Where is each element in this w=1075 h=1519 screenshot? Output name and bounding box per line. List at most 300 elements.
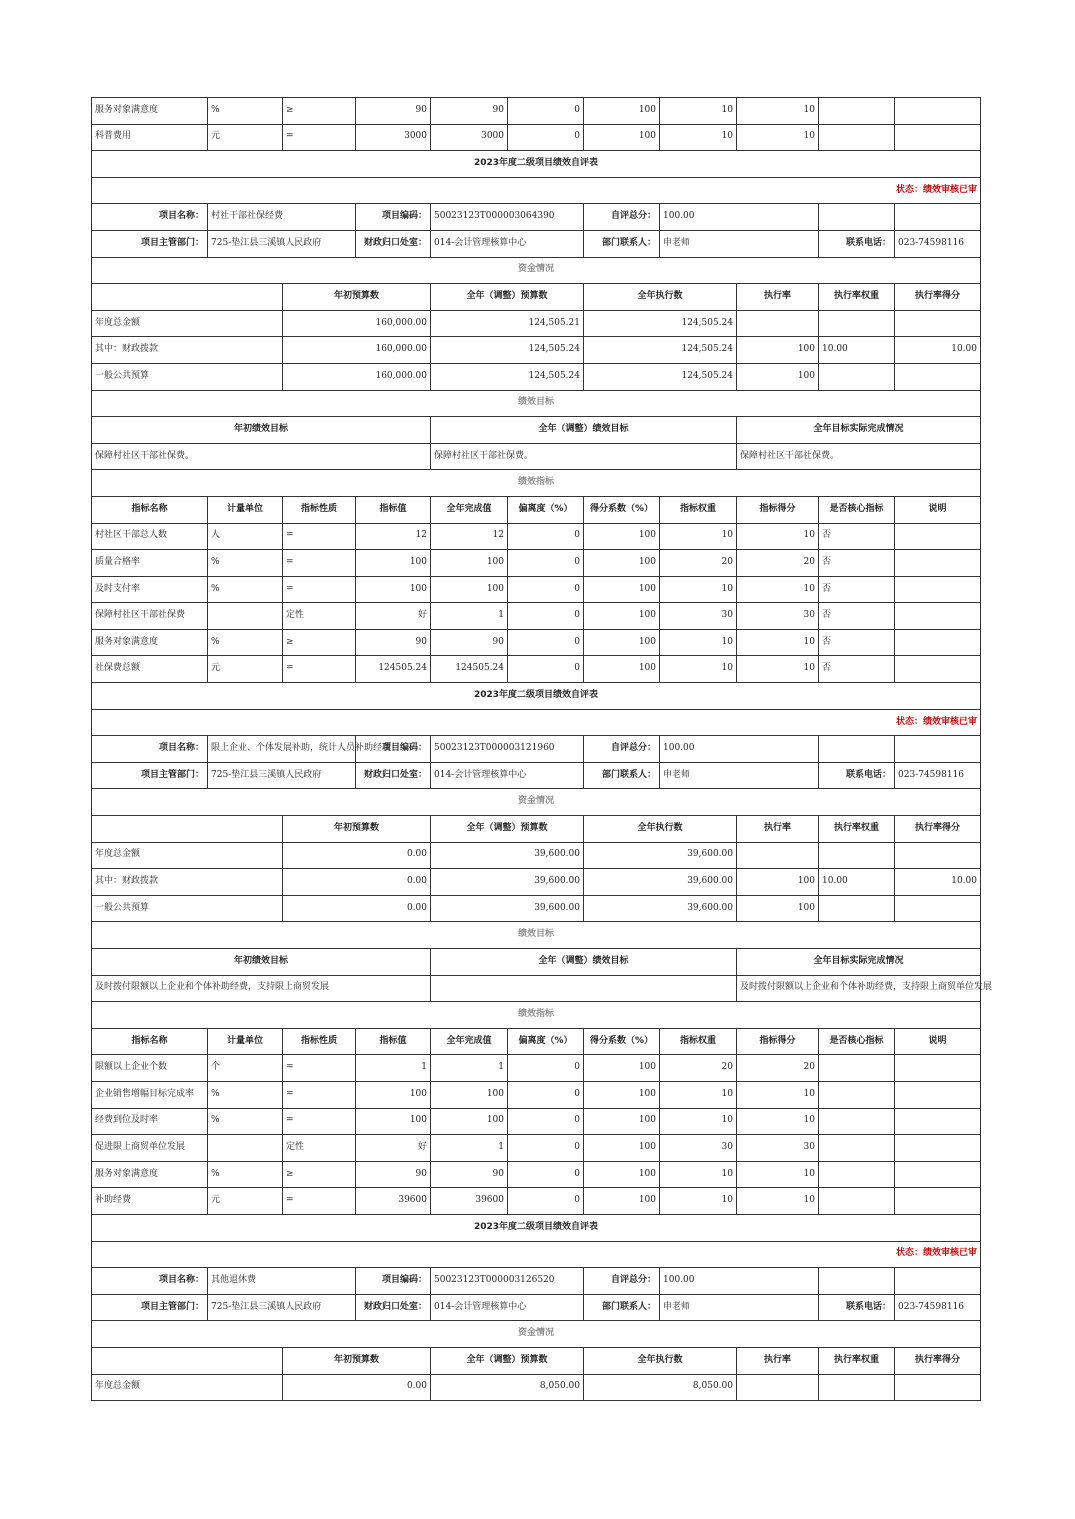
- indicator-value: 元: [208, 124, 283, 151]
- goals-header-row: [92, 949, 981, 976]
- indicator-header: 是否核心指标: [819, 1028, 895, 1055]
- indicator-value: 90: [356, 629, 431, 656]
- indicator-value: 100: [584, 1161, 660, 1188]
- funds-value: [819, 1374, 895, 1401]
- indicator-value: 10: [660, 1161, 737, 1188]
- phone-value: 023-74598116: [895, 1294, 981, 1321]
- project-name-label: 项目名称：: [92, 1268, 208, 1295]
- project-info-row: [92, 1268, 981, 1295]
- goal-text: 保障村社区干部社保费。: [92, 443, 431, 470]
- indicator-value: =: [283, 1188, 356, 1215]
- indicator-header: 全年完成值: [431, 1028, 508, 1055]
- indicator-value: =: [283, 550, 356, 577]
- indicator-value: 20: [737, 1055, 819, 1082]
- indicator-value: 10: [660, 1188, 737, 1215]
- indicator-name: 限额以上企业个数: [92, 1055, 208, 1082]
- indicators-header-row: [92, 1028, 981, 1055]
- indicator-name: 村社区干部总人数: [92, 523, 208, 550]
- indicator-value: 100: [584, 1081, 660, 1108]
- indicator-row: [92, 1135, 981, 1162]
- indicator-value: [895, 1081, 981, 1108]
- indicator-header: 偏离度（%）: [508, 496, 584, 523]
- indicator-value: 3000: [431, 124, 508, 151]
- funds-value: 100: [737, 337, 819, 364]
- contact-value: 申老师: [660, 1294, 819, 1321]
- funds-value: 8,050.00: [584, 1374, 737, 1401]
- section-title: 2023年度二级项目绩效自评表: [92, 1214, 981, 1241]
- indicator-value: 0: [508, 629, 584, 656]
- indicator-value: 0: [508, 576, 584, 603]
- funds-section-title: 资金情况: [92, 789, 981, 816]
- indicator-value: 100: [584, 576, 660, 603]
- indicator-value: 124505.24: [356, 656, 431, 683]
- indicator-value: 100: [356, 550, 431, 577]
- department-row: [92, 762, 981, 789]
- funds-header: 全年执行数: [584, 284, 737, 311]
- project-code-label: 项目编码：: [356, 1268, 431, 1295]
- indicator-value: [895, 629, 981, 656]
- indicator-name: 科普费用: [92, 124, 208, 151]
- goals-header: 全年（调整）绩效目标: [431, 949, 737, 976]
- funds-row: [92, 1374, 981, 1401]
- funds-value: 39,600.00: [584, 869, 737, 896]
- funds-value: 10.00: [819, 869, 895, 896]
- indicator-value: 30: [660, 1135, 737, 1162]
- goal-text: 保障村社区干部社保费。: [431, 443, 737, 470]
- indicator-value: [895, 576, 981, 603]
- indicator-value: 1: [356, 1055, 431, 1082]
- empty-cell: [92, 1347, 283, 1374]
- contact-label: 部门联系人：: [584, 762, 660, 789]
- funds-value: 124,505.24: [584, 310, 737, 337]
- funds-title-row: [92, 1321, 981, 1348]
- indicator-header: 偏离度（%）: [508, 1028, 584, 1055]
- department-label: 项目主管部门：: [92, 230, 208, 257]
- indicator-value: 124505.24: [431, 656, 508, 683]
- indicator-name: 质量合格率: [92, 550, 208, 577]
- indicator-value: 100: [584, 1135, 660, 1162]
- indicator-value: 100: [584, 629, 660, 656]
- indicator-name: 经费到位及时率: [92, 1108, 208, 1135]
- indicator-row: [92, 523, 981, 550]
- funds-value: [737, 310, 819, 337]
- finance-office-value: 014-会计管理核算中心: [431, 230, 584, 257]
- goals-section-title: 绩效目标: [92, 922, 981, 949]
- indicator-value: =: [283, 124, 356, 151]
- indicator-value: [895, 1108, 981, 1135]
- indicator-value: 20: [737, 550, 819, 577]
- indicator-value: 好: [356, 1135, 431, 1162]
- indicators-section-title: 绩效指标: [92, 470, 981, 497]
- self-score-label: 自评总分：: [584, 204, 660, 231]
- status-row: [92, 177, 981, 204]
- indicator-value: 10: [737, 1161, 819, 1188]
- indicators-section-title: 绩效指标: [92, 1002, 981, 1029]
- funds-value: 39,600.00: [431, 895, 584, 922]
- indicator-value: [895, 1188, 981, 1215]
- funds-header: 全年执行数: [584, 816, 737, 843]
- indicator-value: 10: [737, 1108, 819, 1135]
- indicator-value: 30: [737, 603, 819, 630]
- indicator-value: 90: [356, 1161, 431, 1188]
- section-title: 2023年度二级项目绩效自评表: [92, 683, 981, 710]
- goals-header: 年初绩效目标: [92, 949, 431, 976]
- funds-header: 年初预算数: [283, 816, 431, 843]
- funds-header: 年初预算数: [283, 1347, 431, 1374]
- indicator-value: 100: [584, 1188, 660, 1215]
- indicator-value: [819, 1108, 895, 1135]
- indicator-value: 0: [508, 1055, 584, 1082]
- finance-office-label: 财政归口处室：: [356, 762, 431, 789]
- indicator-value: %: [208, 550, 283, 577]
- indicator-value: 10: [660, 124, 737, 151]
- funds-header: 全年（调整）预算数: [431, 284, 584, 311]
- indicator-value: 100: [431, 576, 508, 603]
- funds-value: 10.00: [895, 337, 981, 364]
- indicator-header: 指标值: [356, 496, 431, 523]
- funds-header: 执行率: [737, 284, 819, 311]
- project-code-value: 50023123T000003126520: [431, 1268, 584, 1295]
- indicator-value: 10: [660, 1081, 737, 1108]
- funds-title-row: [92, 789, 981, 816]
- indicator-value: 0: [508, 550, 584, 577]
- indicator-value: [208, 603, 283, 630]
- funds-value: 0.00: [283, 869, 431, 896]
- indicator-row: [92, 98, 981, 125]
- indicator-value: [819, 1188, 895, 1215]
- indicator-value: 0: [508, 523, 584, 550]
- funds-value: [895, 363, 981, 390]
- project-code-label: 项目编码：: [356, 204, 431, 231]
- funds-value: [819, 895, 895, 922]
- indicators-title-row: [92, 470, 981, 497]
- contact-value: 申老师: [660, 762, 819, 789]
- indicator-value: 定性: [283, 603, 356, 630]
- indicator-name: 补助经费: [92, 1188, 208, 1215]
- indicator-row: [92, 1108, 981, 1135]
- indicator-value: 39600: [431, 1188, 508, 1215]
- funds-value: 39,600.00: [431, 842, 584, 869]
- indicator-value: ≥: [283, 98, 356, 125]
- indicator-value: 30: [737, 1135, 819, 1162]
- indicator-value: 20: [660, 1055, 737, 1082]
- indicator-value: 10: [737, 1188, 819, 1215]
- indicator-row: [92, 1055, 981, 1082]
- indicator-row: [92, 603, 981, 630]
- indicator-value: 0: [508, 98, 584, 125]
- indicator-value: [819, 98, 895, 125]
- funds-row: [92, 310, 981, 337]
- indicator-value: [895, 656, 981, 683]
- indicator-value: 10: [737, 629, 819, 656]
- funds-header-row: [92, 284, 981, 311]
- project-code-value: 50023123T000003064390: [431, 204, 584, 231]
- funds-header: 全年（调整）预算数: [431, 1347, 584, 1374]
- indicator-value: 0: [508, 1135, 584, 1162]
- funds-value: [895, 895, 981, 922]
- indicator-name: 服务对象满意度: [92, 98, 208, 125]
- finance-office-value: 014-会计管理核算中心: [431, 1294, 584, 1321]
- indicator-value: %: [208, 576, 283, 603]
- indicator-value: 10: [660, 629, 737, 656]
- funds-header: 执行率: [737, 1347, 819, 1374]
- funds-header: 执行率得分: [895, 816, 981, 843]
- indicator-header: 计量单位: [208, 496, 283, 523]
- goal-text: 及时拨付限额以上企业和个体补助经费，支持限上商贸发展: [92, 975, 431, 1002]
- phone-value: 023-74598116: [895, 762, 981, 789]
- indicator-value: 否: [819, 629, 895, 656]
- funds-header: 执行率得分: [895, 1347, 981, 1374]
- indicator-value: 100: [356, 576, 431, 603]
- indicator-header: 指标值: [356, 1028, 431, 1055]
- funds-value: 0.00: [283, 1374, 431, 1401]
- indicator-header: 指标性质: [283, 1028, 356, 1055]
- indicator-header: 指标权重: [660, 1028, 737, 1055]
- funds-row: [92, 337, 981, 364]
- indicator-value: [208, 1135, 283, 1162]
- indicator-value: 1: [431, 1055, 508, 1082]
- indicator-value: %: [208, 1161, 283, 1188]
- empty-cell: [895, 204, 981, 231]
- indicator-value: [895, 1055, 981, 1082]
- indicator-value: =: [283, 523, 356, 550]
- indicator-value: 元: [208, 656, 283, 683]
- indicator-value: 否: [819, 523, 895, 550]
- empty-cell: [895, 1268, 981, 1295]
- status-label: 状态：绩效审核已审: [92, 177, 981, 204]
- funds-value: 124,505.24: [431, 337, 584, 364]
- indicator-value: 100: [584, 656, 660, 683]
- indicator-value: 0: [508, 1108, 584, 1135]
- sheet-body: [92, 98, 993, 1401]
- indicator-name: 及时支付率: [92, 576, 208, 603]
- self-score-label: 自评总分：: [584, 736, 660, 763]
- indicator-value: 定性: [283, 1135, 356, 1162]
- indicator-header: 指标性质: [283, 496, 356, 523]
- funds-value: [819, 842, 895, 869]
- indicator-value: 90: [356, 98, 431, 125]
- goals-header-row: [92, 417, 981, 444]
- phone-label: 联系电话：: [819, 230, 895, 257]
- evaluation-sheet: [91, 97, 993, 1401]
- funds-header: 执行率得分: [895, 284, 981, 311]
- indicator-value: [895, 550, 981, 577]
- funds-value: 10.00: [895, 869, 981, 896]
- funds-row: [92, 842, 981, 869]
- indicator-value: %: [208, 1081, 283, 1108]
- funds-header: 全年（调整）预算数: [431, 816, 584, 843]
- funds-value: 100: [737, 363, 819, 390]
- indicator-row: [92, 1188, 981, 1215]
- project-name-label: 项目名称：: [92, 736, 208, 763]
- funds-value: 0.00: [283, 842, 431, 869]
- indicator-header: 说明: [895, 1028, 981, 1055]
- indicator-value: 好: [356, 603, 431, 630]
- indicator-value: ≥: [283, 629, 356, 656]
- indicator-value: 元: [208, 1188, 283, 1215]
- indicator-value: 10: [737, 576, 819, 603]
- goals-title-row: [92, 390, 981, 417]
- indicator-name: 保障村社区干部社保费: [92, 603, 208, 630]
- goals-row: [92, 443, 981, 470]
- finance-office-label: 财政归口处室：: [356, 1294, 431, 1321]
- indicator-value: [895, 523, 981, 550]
- indicator-value: %: [208, 1108, 283, 1135]
- indicator-value: 1: [431, 1135, 508, 1162]
- department-label: 项目主管部门：: [92, 1294, 208, 1321]
- indicator-value: 90: [431, 98, 508, 125]
- funds-value: [819, 310, 895, 337]
- indicator-row: [92, 656, 981, 683]
- indicator-value: 0: [508, 1161, 584, 1188]
- indicator-value: 0: [508, 603, 584, 630]
- indicator-header: 得分系数（%）: [584, 1028, 660, 1055]
- indicator-value: 10: [737, 124, 819, 151]
- funds-value: 100: [737, 869, 819, 896]
- department-row: [92, 230, 981, 257]
- funds-value: [895, 310, 981, 337]
- indicator-value: 10: [660, 576, 737, 603]
- goals-title-row: [92, 922, 981, 949]
- indicator-value: 个: [208, 1055, 283, 1082]
- indicator-name: 服务对象满意度: [92, 1161, 208, 1188]
- indicator-header: 指标名称: [92, 496, 208, 523]
- funds-header: 执行率权重: [819, 1347, 895, 1374]
- indicator-value: =: [283, 1081, 356, 1108]
- funds-row-label: 一般公共预算: [92, 895, 283, 922]
- indicator-row: [92, 576, 981, 603]
- indicator-value: 20: [660, 550, 737, 577]
- indicator-value: [895, 1161, 981, 1188]
- indicator-value: 39600: [356, 1188, 431, 1215]
- indicator-value: 12: [431, 523, 508, 550]
- indicator-value: 30: [660, 603, 737, 630]
- funds-value: 160,000.00: [283, 310, 431, 337]
- phone-label: 联系电话：: [819, 1294, 895, 1321]
- indicator-value: 100: [584, 124, 660, 151]
- funds-row-label: 年度总金额: [92, 1374, 283, 1401]
- finance-office-label: 财政归口处室：: [356, 230, 431, 257]
- funds-section-title: 资金情况: [92, 1321, 981, 1348]
- indicator-row: [92, 550, 981, 577]
- goals-header: 全年（调整）绩效目标: [431, 417, 737, 444]
- indicator-header: 指标得分: [737, 1028, 819, 1055]
- phone-value: 023-74598116: [895, 230, 981, 257]
- indicator-value: 100: [356, 1081, 431, 1108]
- indicators-header-row: [92, 496, 981, 523]
- indicator-header: 得分系数（%）: [584, 496, 660, 523]
- indicator-value: 100: [584, 550, 660, 577]
- indicator-value: 100: [584, 1108, 660, 1135]
- project-code-value: 50023123T000003121960: [431, 736, 584, 763]
- goals-row: [92, 975, 981, 1002]
- funds-header: 执行率权重: [819, 816, 895, 843]
- funds-value: [895, 1374, 981, 1401]
- indicator-name: 服务对象满意度: [92, 629, 208, 656]
- department-value: 725-垫江县三溪镇人民政府: [208, 762, 356, 789]
- funds-row-label: 其中：财政拨款: [92, 869, 283, 896]
- self-score-value: 100.00: [660, 204, 819, 231]
- funds-header: 执行率权重: [819, 284, 895, 311]
- indicator-value: 100: [584, 98, 660, 125]
- goals-header: 全年目标实际完成情况: [737, 417, 981, 444]
- funds-row-label: 年度总金额: [92, 310, 283, 337]
- funds-header: 全年执行数: [584, 1347, 737, 1374]
- indicator-value: [895, 98, 981, 125]
- department-value: 725-垫江县三溪镇人民政府: [208, 230, 356, 257]
- department-value: 725-垫江县三溪镇人民政府: [208, 1294, 356, 1321]
- indicator-value: 100: [356, 1108, 431, 1135]
- indicator-value: [895, 124, 981, 151]
- section-title-row: [92, 683, 981, 710]
- self-score-value: 100.00: [660, 1268, 819, 1295]
- funds-value: 39,600.00: [431, 869, 584, 896]
- funds-header-row: [92, 816, 981, 843]
- indicator-value: 10: [737, 656, 819, 683]
- indicator-value: 10: [737, 98, 819, 125]
- indicator-value: 否: [819, 576, 895, 603]
- indicator-value: 否: [819, 550, 895, 577]
- indicator-row: [92, 1081, 981, 1108]
- indicator-value: 100: [431, 1108, 508, 1135]
- indicator-value: 10: [660, 523, 737, 550]
- indicators-title-row: [92, 1002, 981, 1029]
- status-label: 状态：绩效审核已审: [92, 1241, 981, 1268]
- indicator-value: 人: [208, 523, 283, 550]
- indicator-value: [819, 1081, 895, 1108]
- status-row: [92, 709, 981, 736]
- indicator-value: 90: [431, 1161, 508, 1188]
- indicator-value: 3000: [356, 124, 431, 151]
- funds-header: 执行率: [737, 816, 819, 843]
- indicator-value: [819, 1055, 895, 1082]
- contact-label: 部门联系人：: [584, 1294, 660, 1321]
- funds-value: [737, 1374, 819, 1401]
- funds-value: 0.00: [283, 895, 431, 922]
- goal-text: 保障村社区干部社保费。: [737, 443, 981, 470]
- indicator-value: [895, 1135, 981, 1162]
- project-name-value: 村社干部社保经费: [208, 204, 356, 231]
- indicator-value: =: [283, 576, 356, 603]
- indicator-header: 指标名称: [92, 1028, 208, 1055]
- indicator-value: [819, 1161, 895, 1188]
- goals-section-title: 绩效目标: [92, 390, 981, 417]
- indicator-header: 说明: [895, 496, 981, 523]
- funds-row-label: 一般公共预算: [92, 363, 283, 390]
- indicator-value: [819, 124, 895, 151]
- indicator-value: 否: [819, 656, 895, 683]
- funds-value: 8,050.00: [431, 1374, 584, 1401]
- indicator-value: 100: [584, 1055, 660, 1082]
- indicator-value: 90: [431, 629, 508, 656]
- indicator-header: 全年完成值: [431, 496, 508, 523]
- indicator-value: =: [283, 656, 356, 683]
- indicator-value: 100: [431, 550, 508, 577]
- indicator-value: 0: [508, 1188, 584, 1215]
- empty-cell: [92, 284, 283, 311]
- funds-value: 160,000.00: [283, 337, 431, 364]
- indicator-value: 100: [584, 603, 660, 630]
- project-code-label: 项目编码：: [356, 736, 431, 763]
- funds-row: [92, 869, 981, 896]
- indicator-value: 0: [508, 124, 584, 151]
- funds-value: 10.00: [819, 337, 895, 364]
- indicator-name: 社保费总额: [92, 656, 208, 683]
- goal-text: [431, 975, 737, 1002]
- empty-cell: [819, 1268, 895, 1295]
- indicator-value: 10: [737, 523, 819, 550]
- section-title-row: [92, 151, 981, 178]
